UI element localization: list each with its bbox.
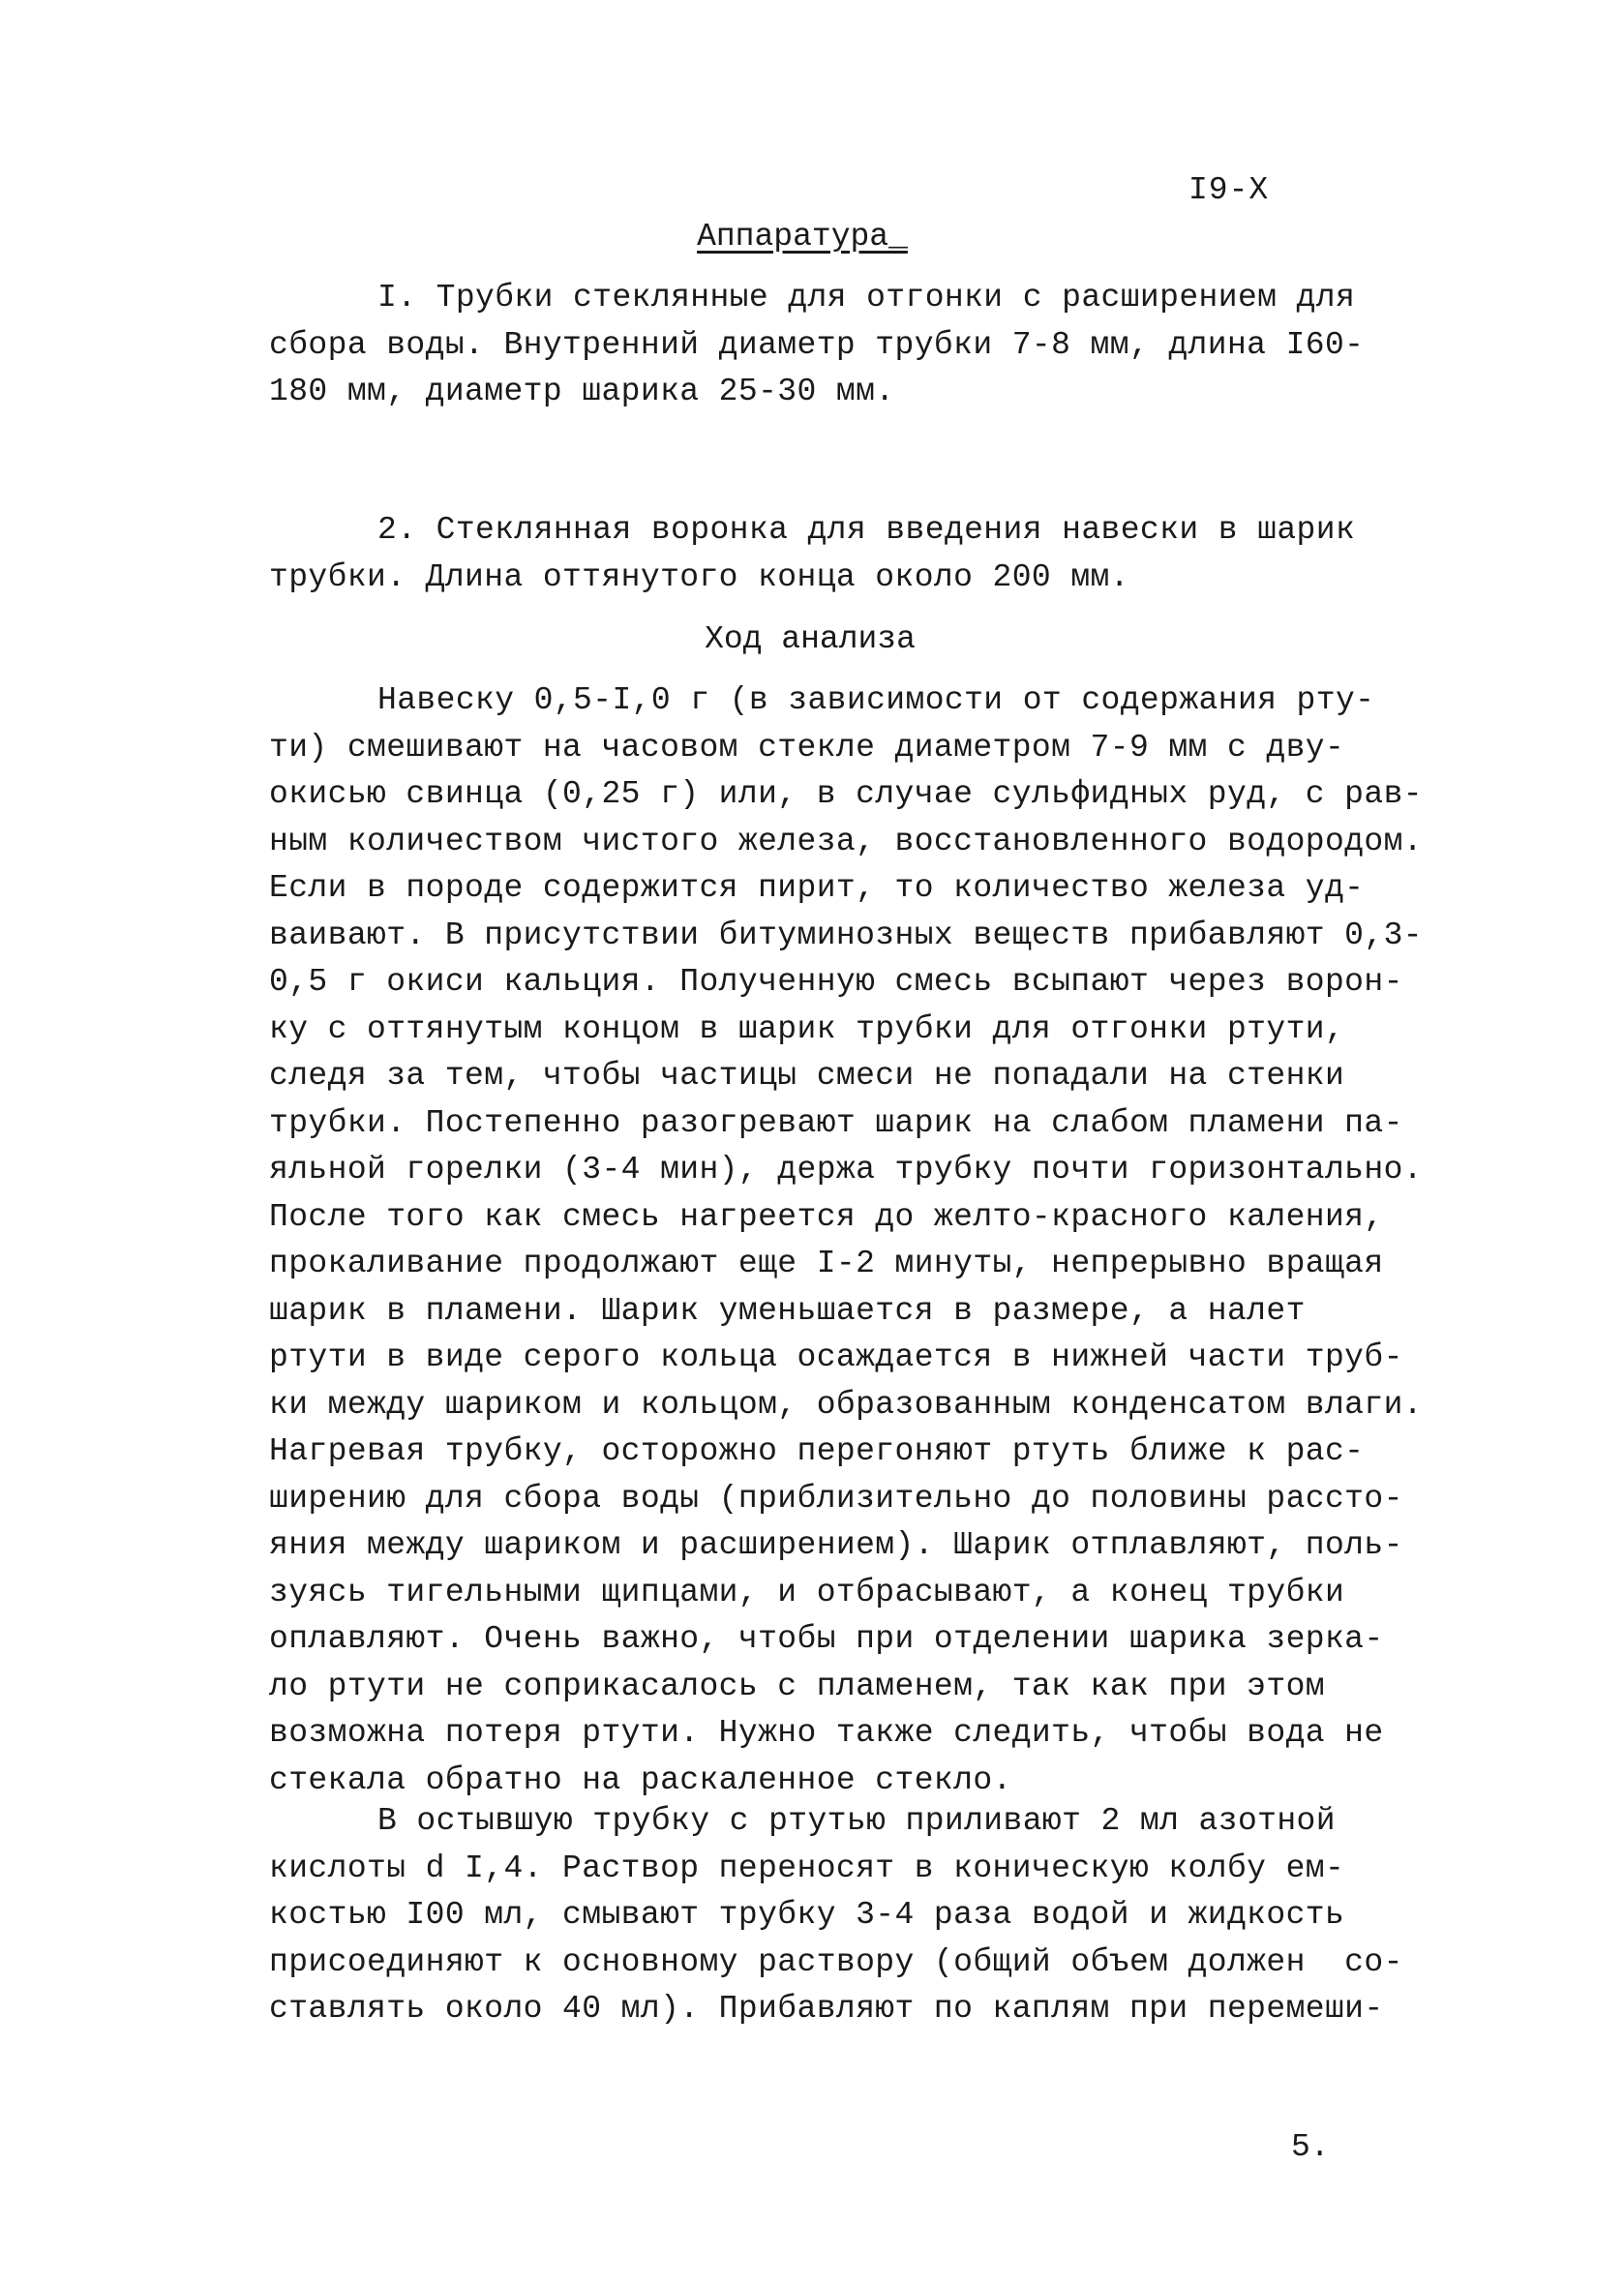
- procedure-paragraph-1: [269, 677, 1423, 1804]
- text-line: ставлять около 40 мл). Прибавляют по каплям при перемеши-: [269, 1991, 1384, 2027]
- procedure-paragraph-2: [269, 1798, 1403, 2033]
- apparatus-heading: [0, 219, 1614, 255]
- text-line: костью I00 мл, смывают трубку 3-4 раза водой и жидкость: [269, 1897, 1345, 1933]
- text-line: стекала обратно на раскаленное стекло.: [269, 1761, 1012, 1798]
- text-line: возможна потеря ртути. Нужно также следить, чтобы вода не: [269, 1715, 1384, 1751]
- text-line: 2. Стеклянная воронка для введения навески в шарик: [377, 512, 1356, 548]
- apparatus-item-2: [269, 507, 1392, 601]
- text-line: присоединяют к основному раствору (общий объем должен со-: [269, 1943, 1403, 1980]
- text-line: Нагревая трубку, осторожно перегоняют ртуть ближе к рас-: [269, 1433, 1365, 1469]
- text-line: сбора воды. Внутренний диаметр трубки 7-8 мм, длина I60-: [269, 326, 1365, 363]
- apparatus-item-1: [269, 275, 1392, 416]
- text-line: После того как смесь нагреется до желто-красного каления,: [269, 1198, 1384, 1235]
- page-number: 5.: [1291, 2129, 1330, 2165]
- text-line: 180 мм, диаметр шарика 25-30 мм.: [269, 374, 895, 409]
- text-line: трубки. Длина оттянутого конца около 200 мм.: [269, 558, 1129, 595]
- text-line: ваивают. В присутствии битуминозных веществ прибавляют 0,3-: [269, 917, 1423, 953]
- text-line: яния между шариком и расширением). Шарик отплавляют, поль-: [269, 1527, 1403, 1563]
- text-line: В остывшую трубку с ртутью приливают 2 мл азотной: [377, 1803, 1336, 1839]
- procedure-heading: Ход анализа: [705, 621, 916, 657]
- text-line: Навеску 0,5-I,0 г (в зависимости от содержания рту-: [377, 682, 1375, 718]
- text-line: шарик в пламени. Шарик уменьшается в размере, а налет: [269, 1292, 1306, 1329]
- text-line: следя за тем, чтобы частицы смеси не попадали на стенки: [269, 1058, 1345, 1094]
- text-line: ртути в виде серого кольца осаждается в нижней части труб-: [269, 1339, 1403, 1375]
- text-line: ширению для сбора воды (приблизительно до половины рассто-: [269, 1480, 1403, 1517]
- text-line: 0,5 г окиси кальция. Полученную смесь всыпают через ворон-: [269, 964, 1403, 1000]
- text-line: ным количеством чистого железа, восстановленного водородом.: [269, 823, 1423, 859]
- page-code: I9-X: [1188, 172, 1270, 208]
- text-line: кислоты d I,4. Раствор переносят в коническую колбу ем-: [269, 1850, 1345, 1886]
- text-line: оплавляют. Очень важно, чтобы при отделении шарика зерка-: [269, 1621, 1384, 1657]
- text-line: Если в породе содержится пирит, то количество железа уд-: [269, 870, 1365, 906]
- text-line: зуясь тигельными щипцами, и отбрасывают, а конец трубки: [269, 1574, 1345, 1610]
- text-line: ло ртути не соприкасалось с пламенем, так как при этом: [269, 1668, 1325, 1704]
- text-line: ку с оттянутым концом в шарик трубки для отгонки ртути,: [269, 1010, 1345, 1047]
- text-line: яльной горелки (3-4 мин), держа трубку почти горизонтально.: [269, 1152, 1423, 1188]
- text-line: прокаливание продолжают еще I-2 минуты, непрерывно вращая: [269, 1246, 1384, 1281]
- apparatus-heading-text: Аппаратура_: [697, 219, 908, 255]
- text-line: ки между шариком и кольцом, образованным конденсатом влаги.: [269, 1386, 1423, 1423]
- text-line: трубки. Постепенно разогревают шарик на слабом пламени па-: [269, 1104, 1403, 1141]
- text-line: ти) смешивают на часовом стекле диаметром 7-9 мм с дву-: [269, 729, 1345, 766]
- text-line: окисью свинца (0,25 г) или, в случае сульфидных руд, с рав-: [269, 776, 1423, 812]
- text-line: I. Трубки стеклянные для отгонки с расширением для: [377, 280, 1356, 316]
